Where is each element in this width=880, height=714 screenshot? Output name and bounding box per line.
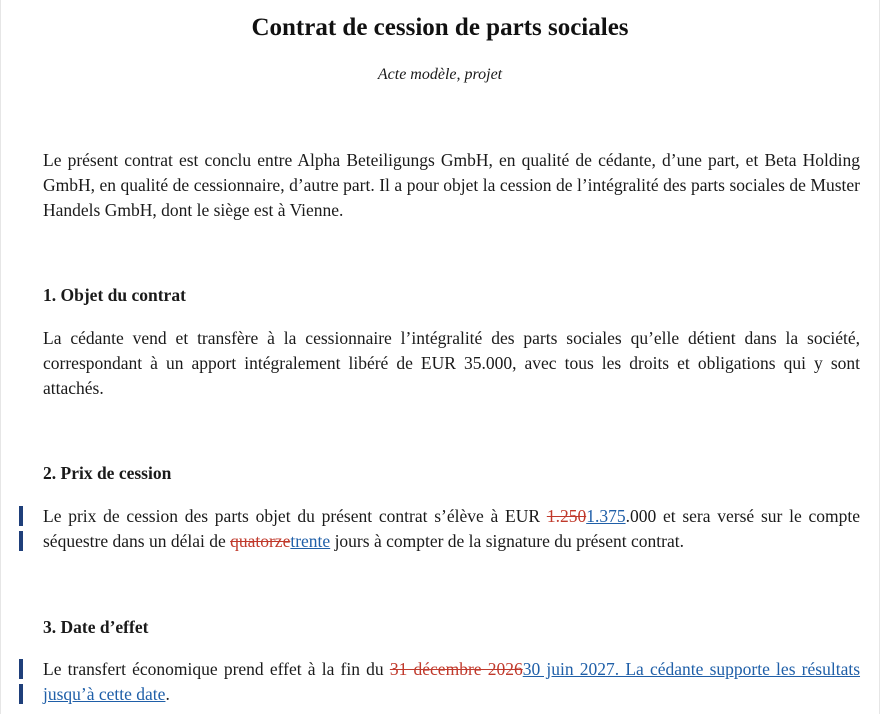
body-text: . [165, 684, 170, 704]
section-2-body [43, 504, 860, 554]
body-text: Le transfert économique prend effet à la fin du [43, 659, 390, 679]
change-bar [19, 659, 23, 679]
section-1-body: La cédante vend et transfère à la cessionnaire l’intégralité des parts sociales qu’elle détient dans la société, correspondant à un apport intégralement libéré de EUR 35.000, avec tous les droits et obligations qui y sont attachés. [43, 328, 860, 398]
section-2-heading: 2. Prix de cession [43, 463, 172, 483]
inserted-text[interactable]: 30 juin 2027. La cédante supporte les résultats jusqu’à cette date [43, 659, 861, 704]
inserted-text[interactable]: 1.375 [586, 506, 626, 526]
section-1-heading: 1. Objet du contrat [43, 285, 186, 305]
body-text: jours à compter de la signature du présent contrat. [330, 531, 684, 551]
section-3-body [43, 657, 860, 707]
body-text: Le prix de cession des parts objet du présent contrat s’élève à EUR [43, 506, 547, 526]
inserted-text[interactable]: trente [290, 531, 331, 551]
change-bar [19, 506, 23, 526]
deleted-text: 31 décembre 2026 [389, 659, 523, 679]
body-text: .000 et sera versé sur le compte séquestre dans un délai de [43, 506, 860, 551]
document-subtitle: Acte modèle, projet [377, 66, 503, 83]
deleted-text: 1.250 [546, 506, 587, 526]
intro-paragraph: Le présent contrat est conclu entre Alpha Beteiligungs GmbH, en qualité de cédante, d’une part, et Beta Holding GmbH, en qualité de cessionnaire, d’autre part. Il a pour objet la cession de l’intégralité des parts sociales de Muster Handels GmbH, dont le siège est à Vienne. [43, 150, 860, 220]
deleted-text: quatorze [230, 531, 291, 551]
change-bar [19, 684, 23, 704]
change-bar [19, 531, 23, 551]
section-3-heading: 3. Date d’effet [43, 617, 149, 637]
document-title: Contrat de cession de parts sociales [251, 14, 629, 41]
